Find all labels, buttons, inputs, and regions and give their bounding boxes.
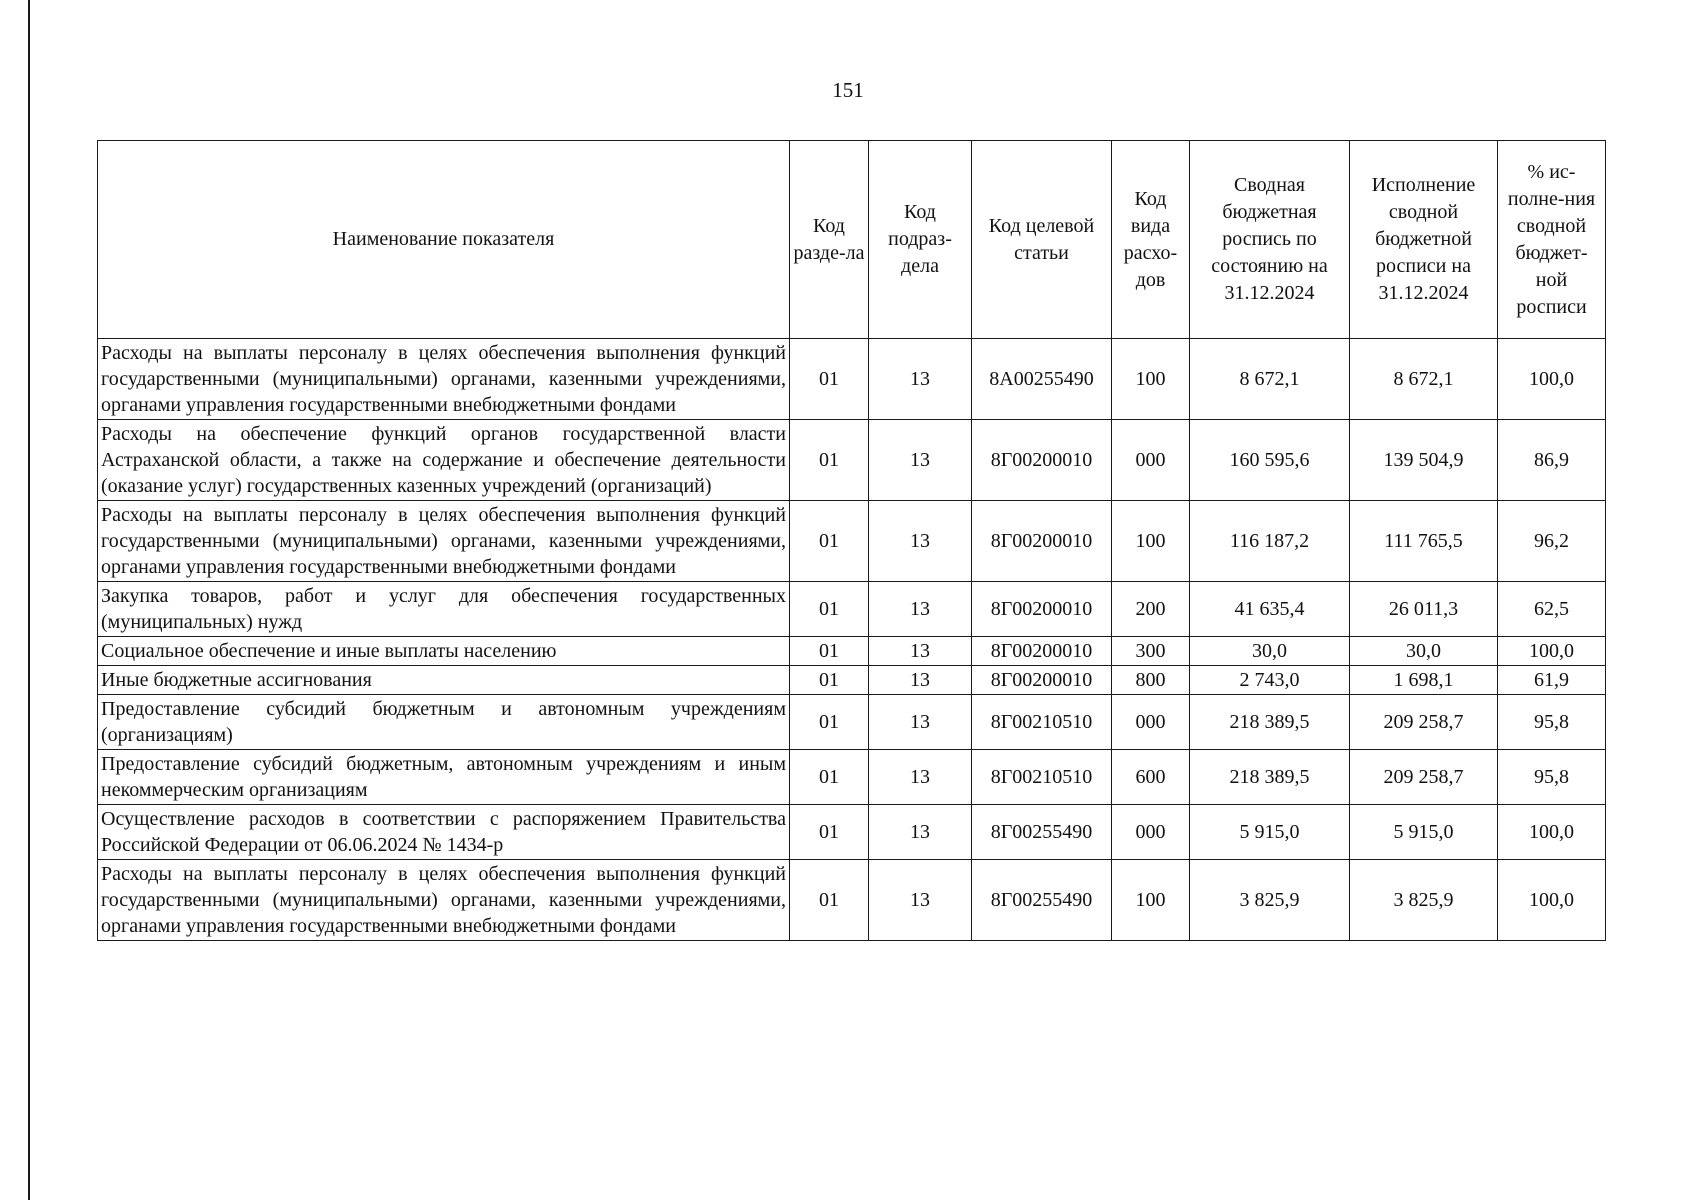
table-row [98,582,1606,637]
row-target-code: 8Г00255490 [972,860,1112,941]
table-row [98,805,1606,860]
row-subsection-code: 13 [869,805,972,860]
header-expense-type-code: Код вида расхо-дов [1112,141,1190,339]
row-target-code: 8Г00210510 [972,750,1112,805]
header-percent: % ис-полне-ния сводной бюджет-ной росписи [1498,141,1606,339]
row-expense-type-code: 600 [1112,750,1190,805]
row-executed-amount: 209 258,7 [1350,695,1498,750]
row-execution-percent: 100,0 [1498,805,1606,860]
header-subsection-code: Код подраз-дела [869,141,972,339]
row-name: Расходы на выплаты персоналу в целях обеспечения выполнения функций государственными (муниципальными) органами, казенными учреждениями, органами управления государственными внебюджетными фондами [98,860,790,941]
header-name: Наименование показателя [98,141,790,339]
row-execution-percent: 86,9 [1498,420,1606,501]
row-execution-percent: 61,9 [1498,666,1606,695]
row-execution-percent: 62,5 [1498,582,1606,637]
row-subsection-code: 13 [869,860,972,941]
row-name: Предоставление субсидий бюджетным и автономным учреждениям (организациям) [98,695,790,750]
row-execution-percent: 95,8 [1498,695,1606,750]
page-number: 151 [832,78,864,102]
row-executed-amount: 1 698,1 [1350,666,1498,695]
row-planned-amount: 2 743,0 [1190,666,1350,695]
row-expense-type-code: 200 [1112,582,1190,637]
row-expense-type-code: 000 [1112,805,1190,860]
row-name: Осуществление расходов в соответствии с распоряжением Правительства Российской Федерации от 06.06.2024 № 1434-р [98,805,790,860]
row-target-code: 8Г00200010 [972,666,1112,695]
row-expense-type-code: 100 [1112,860,1190,941]
row-planned-amount: 8 672,1 [1190,339,1350,420]
header-section-code: Код разде-ла [790,141,869,339]
row-execution-percent: 95,8 [1498,750,1606,805]
row-planned-amount: 218 389,5 [1190,695,1350,750]
header-target-code: Код целевой статьи [972,141,1112,339]
row-name: Расходы на обеспечение функций органов государственной власти Астраханской области, а также на содержание и обеспечение деятельности (оказание услуг) государственных казенных учреждений (организаций) [98,420,790,501]
row-expense-type-code: 100 [1112,339,1190,420]
table-row [98,339,1606,420]
row-subsection-code: 13 [869,637,972,666]
row-name: Иные бюджетные ассигнования [98,666,790,695]
row-expense-type-code: 000 [1112,420,1190,501]
row-section-code: 01 [790,420,869,501]
row-target-code: 8Г00210510 [972,695,1112,750]
row-section-code: 01 [790,750,869,805]
row-expense-type-code: 300 [1112,637,1190,666]
row-executed-amount: 8 672,1 [1350,339,1498,420]
row-subsection-code: 13 [869,695,972,750]
table-row [98,420,1606,501]
row-name: Закупка товаров, работ и услуг для обеспечения государственных (муниципальных) нужд [98,582,790,637]
row-execution-percent: 100,0 [1498,860,1606,941]
row-expense-type-code: 000 [1112,695,1190,750]
row-section-code: 01 [790,501,869,582]
row-execution-percent: 100,0 [1498,339,1606,420]
row-execution-percent: 96,2 [1498,501,1606,582]
row-target-code: 8Г00200010 [972,501,1112,582]
table-row [98,860,1606,941]
row-planned-amount: 116 187,2 [1190,501,1350,582]
row-executed-amount: 26 011,3 [1350,582,1498,637]
row-section-code: 01 [790,666,869,695]
row-target-code: 8А00255490 [972,339,1112,420]
row-executed-amount: 30,0 [1350,637,1498,666]
row-name: Расходы на выплаты персоналу в целях обеспечения выполнения функций государственными (муниципальными) органами, казенными учреждениями, органами управления государственными внебюджетными фондами [98,501,790,582]
row-planned-amount: 5 915,0 [1190,805,1350,860]
row-name: Социальное обеспечение и иные выплаты населению [98,637,790,666]
row-expense-type-code: 100 [1112,501,1190,582]
row-subsection-code: 13 [869,501,972,582]
row-executed-amount: 139 504,9 [1350,420,1498,501]
row-section-code: 01 [790,339,869,420]
row-subsection-code: 13 [869,339,972,420]
row-subsection-code: 13 [869,750,972,805]
scan-edge-line [28,0,30,1200]
row-name: Расходы на выплаты персоналу в целях обеспечения выполнения функций государственными (муниципальными) органами, казенными учреждениями, органами управления государственными внебюджетными фондами [98,339,790,420]
row-executed-amount: 5 915,0 [1350,805,1498,860]
budget-execution-table [97,140,1606,941]
row-subsection-code: 13 [869,666,972,695]
table-row [98,666,1606,695]
table-row [98,695,1606,750]
table-header-row [98,141,1606,339]
header-planned: Сводная бюджетная роспись по состоянию на 31.12.2024 [1190,141,1350,339]
header-executed: Исполнение сводной бюджетной росписи на 31.12.2024 [1350,141,1498,339]
row-target-code: 8Г00255490 [972,805,1112,860]
row-section-code: 01 [790,582,869,637]
row-section-code: 01 [790,860,869,941]
row-execution-percent: 100,0 [1498,637,1606,666]
row-planned-amount: 41 635,4 [1190,582,1350,637]
row-section-code: 01 [790,695,869,750]
row-subsection-code: 13 [869,420,972,501]
row-planned-amount: 30,0 [1190,637,1350,666]
row-expense-type-code: 800 [1112,666,1190,695]
row-executed-amount: 3 825,9 [1350,860,1498,941]
row-section-code: 01 [790,637,869,666]
table-row [98,750,1606,805]
row-name: Предоставление субсидий бюджетным, автономным учреждениям и иным некоммерческим организациям [98,750,790,805]
row-planned-amount: 218 389,5 [1190,750,1350,805]
row-executed-amount: 209 258,7 [1350,750,1498,805]
table-row [98,637,1606,666]
row-target-code: 8Г00200010 [972,637,1112,666]
table-row [98,501,1606,582]
row-section-code: 01 [790,805,869,860]
row-planned-amount: 3 825,9 [1190,860,1350,941]
row-planned-amount: 160 595,6 [1190,420,1350,501]
row-target-code: 8Г00200010 [972,582,1112,637]
row-subsection-code: 13 [869,582,972,637]
row-executed-amount: 111 765,5 [1350,501,1498,582]
row-target-code: 8Г00200010 [972,420,1112,501]
